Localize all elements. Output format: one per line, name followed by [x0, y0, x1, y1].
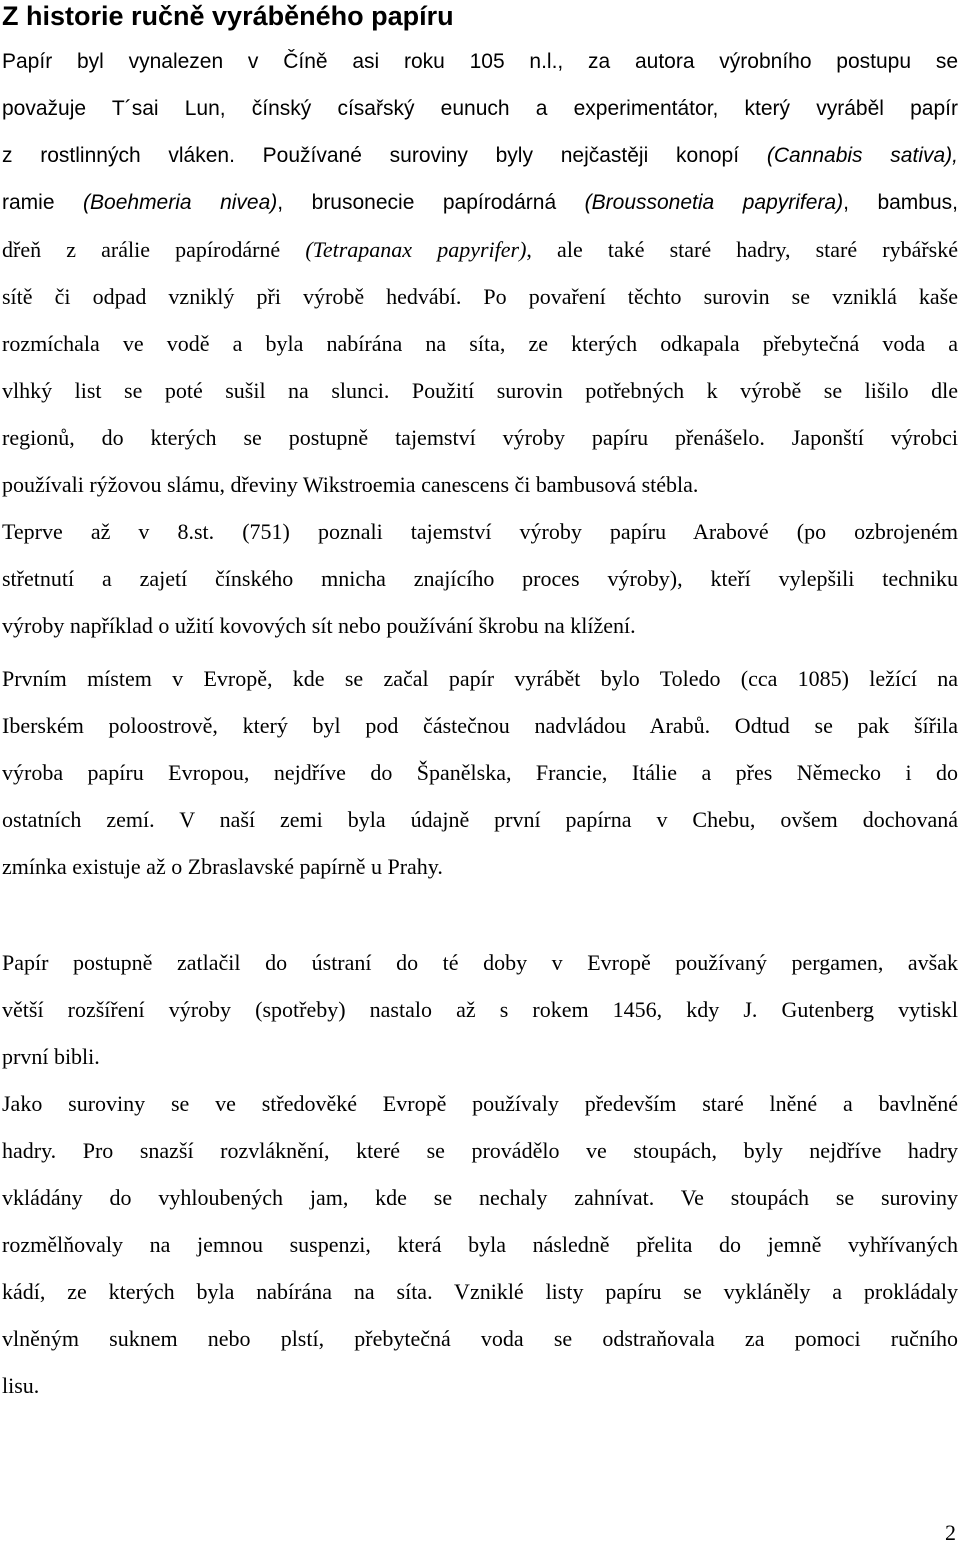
document-title: Z historie ručně vyráběného papíru [2, 1, 454, 31]
text-line: zmínka existuje až o Zbraslavské papírně u Prahy. [2, 854, 443, 879]
text-line: výroba papíru Evropou, nejdříve do Španělska, Francie, Itálie a přes Německo i do [2, 760, 958, 785]
text-line: rozmělňovaly na jemnou suspenzi, která byla následně přelita do jemně vyhřívaných [2, 1232, 958, 1257]
text-line: Jako suroviny se ve středověké Evropě používaly především staré lněné a bavlněné [2, 1091, 958, 1116]
text-line: větší rozšíření výroby (spotřeby) nastalo až s rokem 1456, kdy J. Gutenberg vytiskl [2, 997, 958, 1022]
text-run: Po povaření těchto surovin se vzniklá kaše [483, 284, 958, 309]
page-number: 2 [945, 1520, 956, 1545]
text-line: vlněným suknem nebo plstí, přebytečná voda se odstraňovala za pomoci ručního [2, 1326, 958, 1351]
text-line [2, 226, 958, 273]
text-line: regionů, do kterých se postupně tajemství výroby papíru přenášelo. Japonští výrobci [2, 425, 958, 450]
text-line: lisu. [2, 1373, 40, 1398]
text-line: první bibli. [2, 1044, 100, 1069]
text-run: sítě či odpad vzniklý při výrobě hedvábí. [2, 284, 484, 309]
text-line: považuje T´sai Lun, čínský císařský eunuch a experimentátor, který vyráběl papír [2, 97, 958, 120]
latin-name: (Tetrapanax papyrifer) [305, 237, 527, 262]
text-run: , brusonecie papírodárná [277, 191, 585, 214]
text-run: , bambus, [843, 191, 958, 214]
paragraph-europe [2, 655, 958, 890]
paragraph-medieval-production [2, 1080, 958, 1409]
text-run: Používané suroviny byly nejčastěji konopí [262, 144, 767, 167]
text-run: z rostlinných vláken. [2, 144, 263, 167]
text-line: rozmíchala ve vodě a byla nabírána na síta, ze kterých odkapala přebytečná voda a [2, 331, 958, 356]
text-line: vlhký list se poté sušil na slunci. Použití surovin potřebných k výrobě se lišilo dle [2, 378, 958, 403]
text-run: dřeň z arálie papírodárné [2, 237, 306, 262]
text-line: Iberském poloostrově, který byl pod částečnou nadvládou Arabů. Odtud se pak šířila [2, 713, 958, 738]
text-run: ramie [2, 191, 84, 214]
latin-name: (Boehmeria nivea) [83, 191, 278, 214]
text-line: střetnutí a zajetí čínského mnicha znajícího proces výroby), kteří vylepšili techniku [2, 566, 958, 591]
text-line: Papír postupně zatlačil do ústraní do té doby v Evropě používaný pergamen, avšak [2, 950, 958, 975]
text-line [2, 179, 958, 226]
text-line: Papír byl vynalezen v Číně asi roku 105 n.l., za autora výrobního postupu se [2, 50, 958, 73]
text-line: Teprve až v 8.st. (751) poznali tajemství výroby papíru Arabové (po ozbrojeném [2, 519, 958, 544]
text-line [2, 132, 958, 179]
text-line: výroby například o užití kovových sít nebo používání škrobu na klížení. [2, 613, 636, 638]
paragraph-origins [2, 38, 958, 649]
text-line: ostatních zemí. V naší zemi byla údajně první papírna v Chebu, ovšem dochovaná [2, 807, 958, 832]
text-line: Prvním místem v Evropě, kde se začal papír vyrábět bylo Toledo (cca 1085) ležící na [2, 666, 958, 691]
text-line [2, 273, 958, 320]
text-run: , ale také staré hadry, staré rybářské [526, 237, 959, 262]
paragraph-gutenberg [2, 939, 958, 1080]
text-line: kádí, ze kterých byla nabírána na síta. Vzniklé listy papíru se vykláněly a prokládaly [2, 1279, 958, 1304]
text-line: hadry. Pro snazší rozvláknění, které se provádělo ve stoupách, byly nejdříve hadry [2, 1138, 958, 1163]
latin-name: (Cannabis sativa), [766, 144, 958, 167]
latin-name: (Broussonetia papyrifera) [584, 191, 844, 214]
text-line: vkládány do vyhloubených jam, kde se nechaly zahnívat. Ve stoupách se suroviny [2, 1185, 958, 1210]
text-line: používali rýžovou slámu, dřeviny Wikstroemia canescens či bambusová stébla. [2, 472, 699, 497]
